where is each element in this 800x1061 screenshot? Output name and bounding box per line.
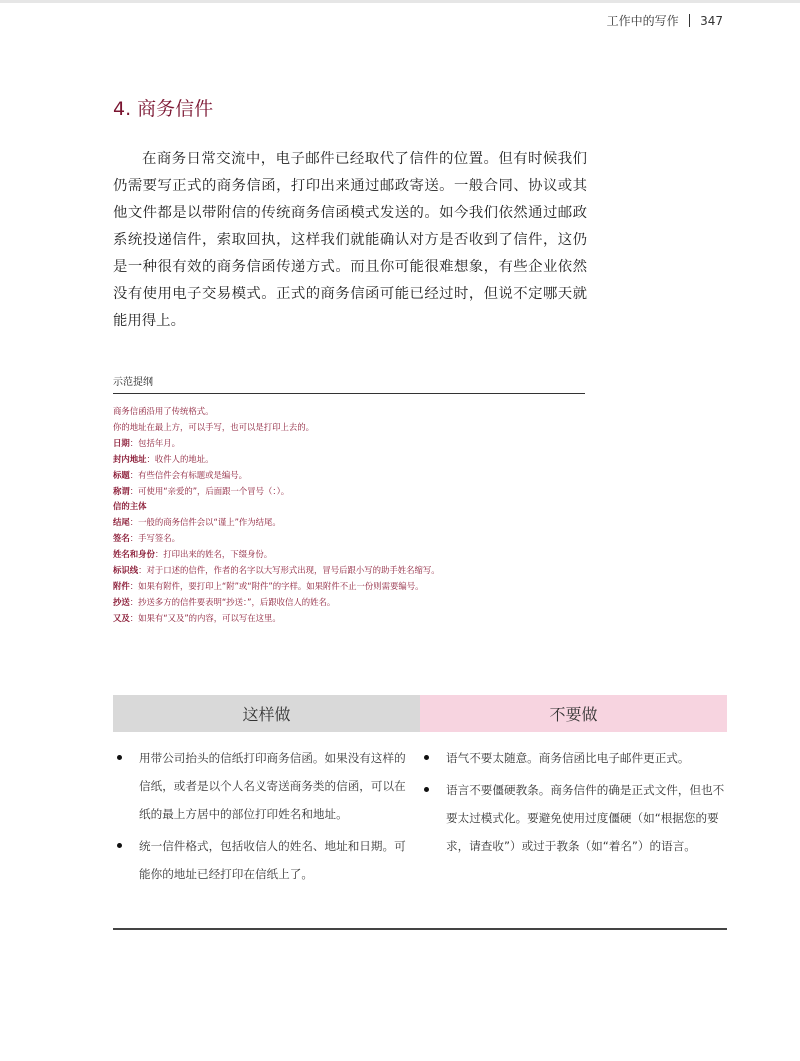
page-top-edge	[0, 0, 800, 3]
bottom-rule	[113, 928, 727, 930]
outline-item-text: ：打印出来的姓名，下缀身份。	[154, 549, 273, 560]
outline-item	[113, 547, 593, 563]
outline-item-term: 结尾	[113, 517, 130, 528]
do-dont-header	[113, 695, 727, 732]
running-header	[607, 12, 723, 29]
outline-item-term: 签名	[113, 533, 130, 544]
dont-header: 不要做	[420, 695, 727, 732]
outline-item-text: ：有些信件会有标题或是编号。	[129, 469, 247, 480]
outline-item-text: 商务信函沿用了传统格式。	[113, 406, 214, 416]
do-column	[113, 744, 420, 892]
outline-item	[113, 436, 593, 452]
outline-item	[113, 579, 593, 595]
dont-item: 语气不要太随意。商务信函比电子邮件更正式。	[420, 744, 727, 772]
outline-item-text: ：对于口述的信件，作者的名字以大写形式出现，冒号后跟小写的助手姓名缩写。	[138, 565, 440, 576]
outline-item	[113, 499, 593, 515]
outline-item-term: 日期	[113, 437, 130, 448]
outline-item	[113, 452, 593, 468]
dont-list	[420, 744, 727, 860]
do-dont-body	[113, 732, 727, 892]
outline-item-term: 信的主体	[113, 501, 147, 512]
outline-item-term: 抄送	[113, 596, 130, 607]
do-header: 这样做	[113, 695, 420, 732]
outline-item-term: 称谓	[113, 485, 130, 496]
outline-item	[113, 611, 593, 627]
section-title: 4. 商务信件	[113, 98, 214, 120]
outline-item-text: ：收件人的地址。	[146, 453, 214, 464]
outline-item	[113, 420, 593, 436]
outline-item-text: ：一般的商务信件会以“谨上”作为结尾。	[129, 517, 281, 528]
do-list	[113, 744, 420, 888]
do-dont-table	[113, 695, 727, 892]
do-item: 用带公司抬头的信纸打印商务信函。如果没有这样的信纸，或者是以个人名义寄送商务类的信函，可以在纸的最上方居中的部位打印姓名和地址。	[113, 744, 410, 828]
outline-list	[113, 404, 593, 627]
outline-item-term: 附件	[113, 580, 130, 591]
outline-item-term: 标题	[113, 469, 130, 480]
outline-heading: 示范提纲	[113, 373, 585, 394]
outline-item	[113, 468, 593, 484]
outline-item-term: 又及	[113, 612, 130, 623]
outline-item	[113, 531, 593, 547]
outline-item	[113, 404, 593, 420]
outline-item-text: 你的地址在最上方，可以手写，也可以是打印上去的。	[113, 421, 314, 432]
outline-item-term: 标识线	[113, 565, 139, 576]
chapter-title: 工作中的写作	[606, 14, 679, 28]
dont-item: 语言不要僵硬教条。商务信件的确是正式文件，但也不要太过模式化。要避免使用过度僵硬（如“根据您的要求，请查收”）或过于教条（如“着名”）的语言。	[420, 776, 727, 860]
outline-item-text: ：抄送多方的信件要表明“抄送：”，后跟收信人的姓名。	[129, 596, 336, 607]
outline-item-text: ：如果有附件，要打印上“附”或“附件”的字样。如果附件不止一份则需要编号。	[129, 580, 424, 591]
outline-item-text: ：包括年月。	[129, 437, 180, 448]
header-separator	[689, 14, 691, 27]
do-item: 统一信件格式，包括收信人的姓名、地址和日期。可能你的地址已经打印在信纸上了。	[113, 832, 410, 888]
outline-item	[113, 484, 593, 500]
outline-item-text: ：手写签名。	[129, 533, 180, 544]
outline-item	[113, 515, 593, 531]
outline-item	[113, 595, 593, 611]
intro-paragraph: 在商务日常交流中，电子邮件已经取代了信件的位置。但有时候我们仍需要写正式的商务信函，打印出来通过邮政寄送。一般合同、协议或其他文件都是以带附信的传统商务信函模式发送的。如今我们依然通过邮政系统投递信件，索取回执，这样我们就能确认对方是否收到了信件，这仍是一种很有效的商务信函传递方式。而且你可能很难想象，有些企业依然没有使用电子交易模式。正式的商务信函可能已经过时，但说不定哪天就能用得上。	[113, 151, 587, 329]
outline-item	[113, 563, 593, 579]
outline-item-text: ：如果有“又及”的内容，可以写在这里。	[129, 612, 281, 623]
outline-item-text: ：可使用“亲爱的”，后面跟一个冒号（：）。	[129, 485, 290, 496]
dont-column	[420, 744, 727, 892]
page-number: 347	[700, 13, 723, 28]
outline-item-term: 封内地址	[113, 453, 147, 464]
outline-item-term: 姓名和身份	[113, 549, 155, 560]
